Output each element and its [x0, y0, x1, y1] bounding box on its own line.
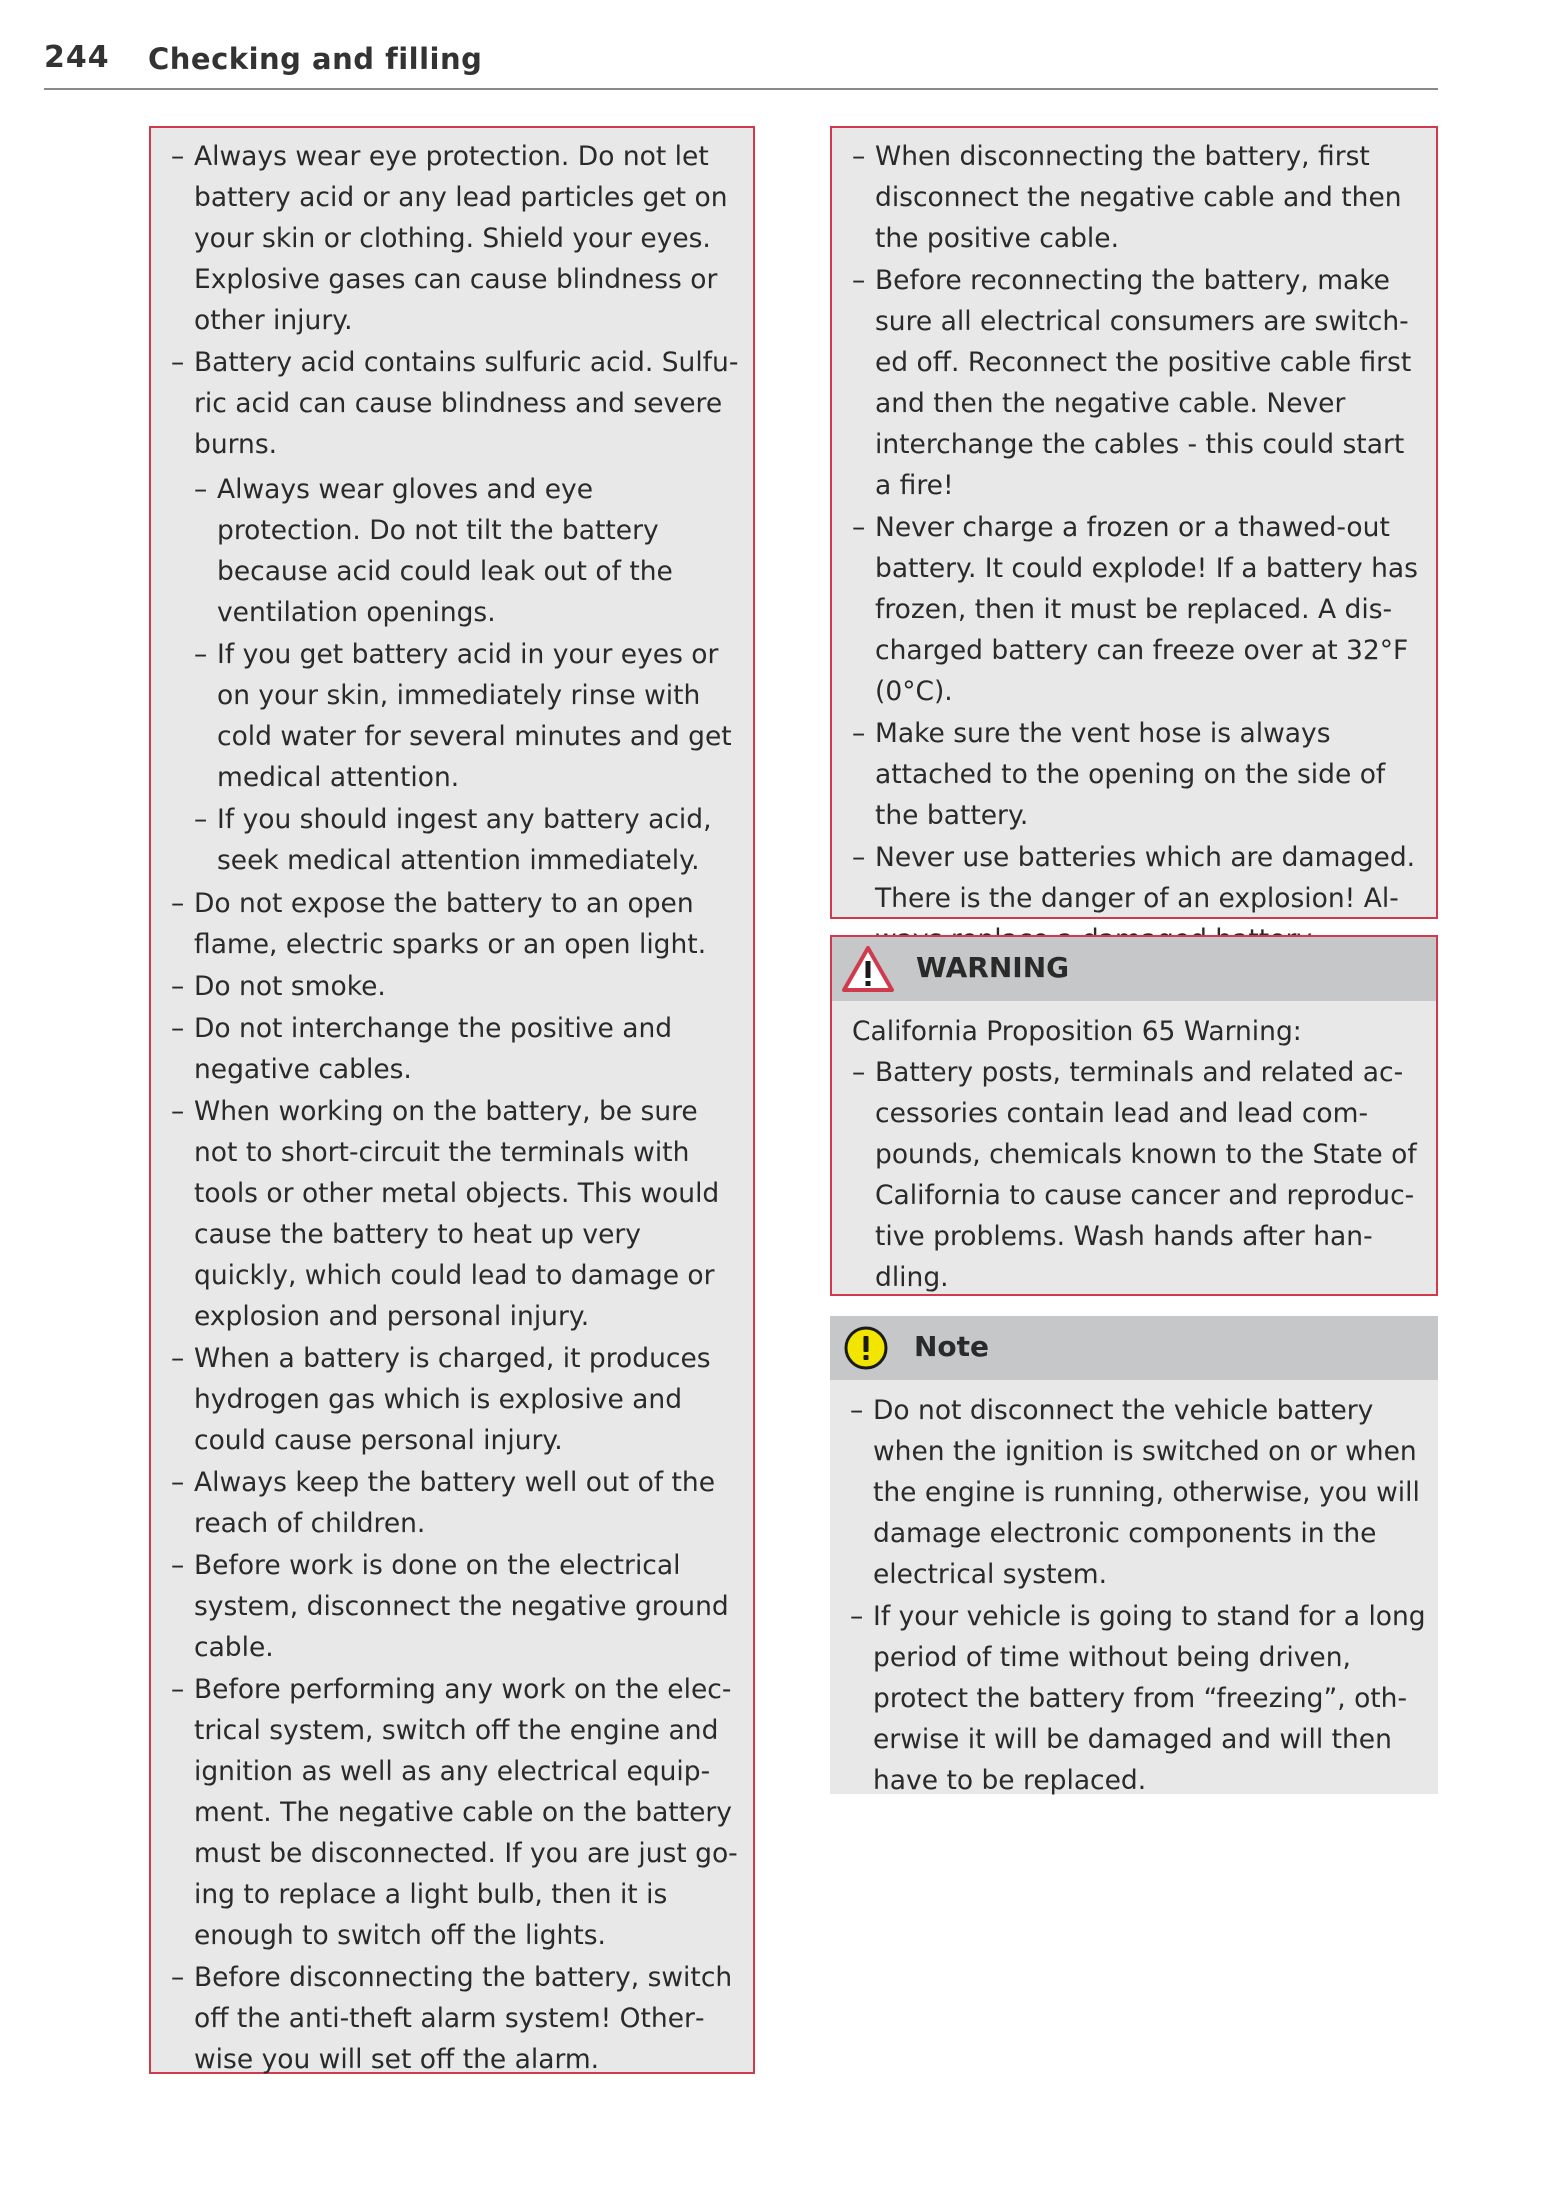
list-item: – Always wear eye protection. Do not let battery acid or any lead particles get on your skin or clothing. Shield your eyes. Explosive gases can cause blindness or other injury. [171, 136, 739, 341]
caution-box-right [830, 126, 1438, 919]
exclamation-circle-icon [840, 1324, 892, 1372]
page-title: Checking and filling [148, 42, 483, 76]
list-item: – Before disconnecting the battery, switch off the anti-theft alarm system! Otherwise you will set off the alarm. [171, 1957, 739, 2080]
list-item: – Make sure the vent hose is always attached to the opening on the side of the battery. [852, 713, 1424, 836]
list-item: – If your vehicle is going to stand for a long period of time without being driven, protect the battery from “freezing”, otherwise it will be damaged and will then have to be replaced. [850, 1596, 1426, 1801]
list-item: – Always keep the battery well out of the reach of children. [171, 1462, 739, 1544]
list-item: – Before work is done on the electrical system, disconnect the negative ground cable. [171, 1545, 739, 1668]
page-header [44, 38, 1438, 90]
list-item: – Never use batteries which are damaged. There is the danger of an explosion! Al [852, 837, 1424, 960]
list-item: – Battery posts, terminals and related accessories contain lead and lead compounds, chemicals known to the State of California to cause cancer and reproductive problems. Wash hands after handling. [852, 1052, 1424, 1298]
note-body [830, 1380, 1438, 1811]
list-item: – Before performing any work on the electrical system, switch off the engine and ignition as well as any electrical equipment. The negative cable on the battery must be disconnected. If you are just going to replace a light bulb, then it is enough to switch off the lights. [171, 1669, 739, 1956]
list-item: – When disconnecting the battery, first disconnect the negative cable and then the positive cable. [852, 136, 1424, 259]
list-item: – Do not smoke. [171, 966, 739, 1007]
page-number: 244 [44, 40, 110, 75]
note-header [830, 1316, 1438, 1380]
sub-list-item: – If you should ingest any battery acid, seek medical attention immediately. [194, 799, 739, 881]
list-item: – Do not interchange the positive and negative cables. [171, 1008, 739, 1090]
list-item: – When a battery is charged, it produces hydrogen gas which is explosive and could cause personal injury. [171, 1338, 739, 1461]
caution-box-left [149, 126, 755, 2074]
list-item: – Do not expose the battery to an open flame, electric sparks or an open light. [171, 883, 739, 965]
warning-body [832, 1001, 1436, 1308]
list-item: – Never charge a frozen or a thawed-out battery. It could explode! If a battery has frozen, then it must be replaced. A discharged battery can freeze over at 32°F (0°C). [852, 507, 1424, 712]
list-item: – Before reconnecting the battery, make sure all electrical consumers are switched off. Reconnect the positive cable first and then the negative cable. Never interchange the cables - this could start a fire! [852, 260, 1424, 506]
list-item: – Do not disconnect the vehicle battery when the ignition is switched on or when the engine is running, otherwise, you will damage electronic components in the electrical system. [850, 1390, 1426, 1595]
warning-triangle-icon [842, 945, 894, 993]
sub-list-item: – Always wear gloves and eye protection. Do not tilt the battery because acid could leak out of the ventilation openings. [194, 469, 739, 633]
sub-list-item: – If you get battery acid in your eyes or on your skin, immediately rinse with cold water for several minutes and get medical attention. [194, 634, 739, 798]
note-box [830, 1316, 1438, 1794]
list-item: – When working on the battery, be sure not to short-circuit the terminals with tools or other metal objects. This would cause the battery to heat up very quickly, which could lead to damage or explosion and personal injury. [171, 1091, 739, 1337]
warning-header [832, 937, 1436, 1001]
sub-list [194, 469, 739, 881]
note-title: Note [914, 1330, 990, 1363]
warning-intro: California Proposition 65 Warning: [852, 1016, 1302, 1047]
list-item: – Battery acid contains sulfuric acid. Sulfuric acid can cause blindness and severe burns. – Always wear gloves and eye protection. Do not tilt the battery because acid could leak out of the ventilation openings. – If you get battery acid in your eyes or on your skin, immediately rinse with cold water for several minutes and get medical attention. – If you should ingest any battery acid, seek medical attention immediately. [171, 342, 739, 881]
warning-box [830, 935, 1438, 1296]
warning-title: WARNING [916, 951, 1070, 984]
